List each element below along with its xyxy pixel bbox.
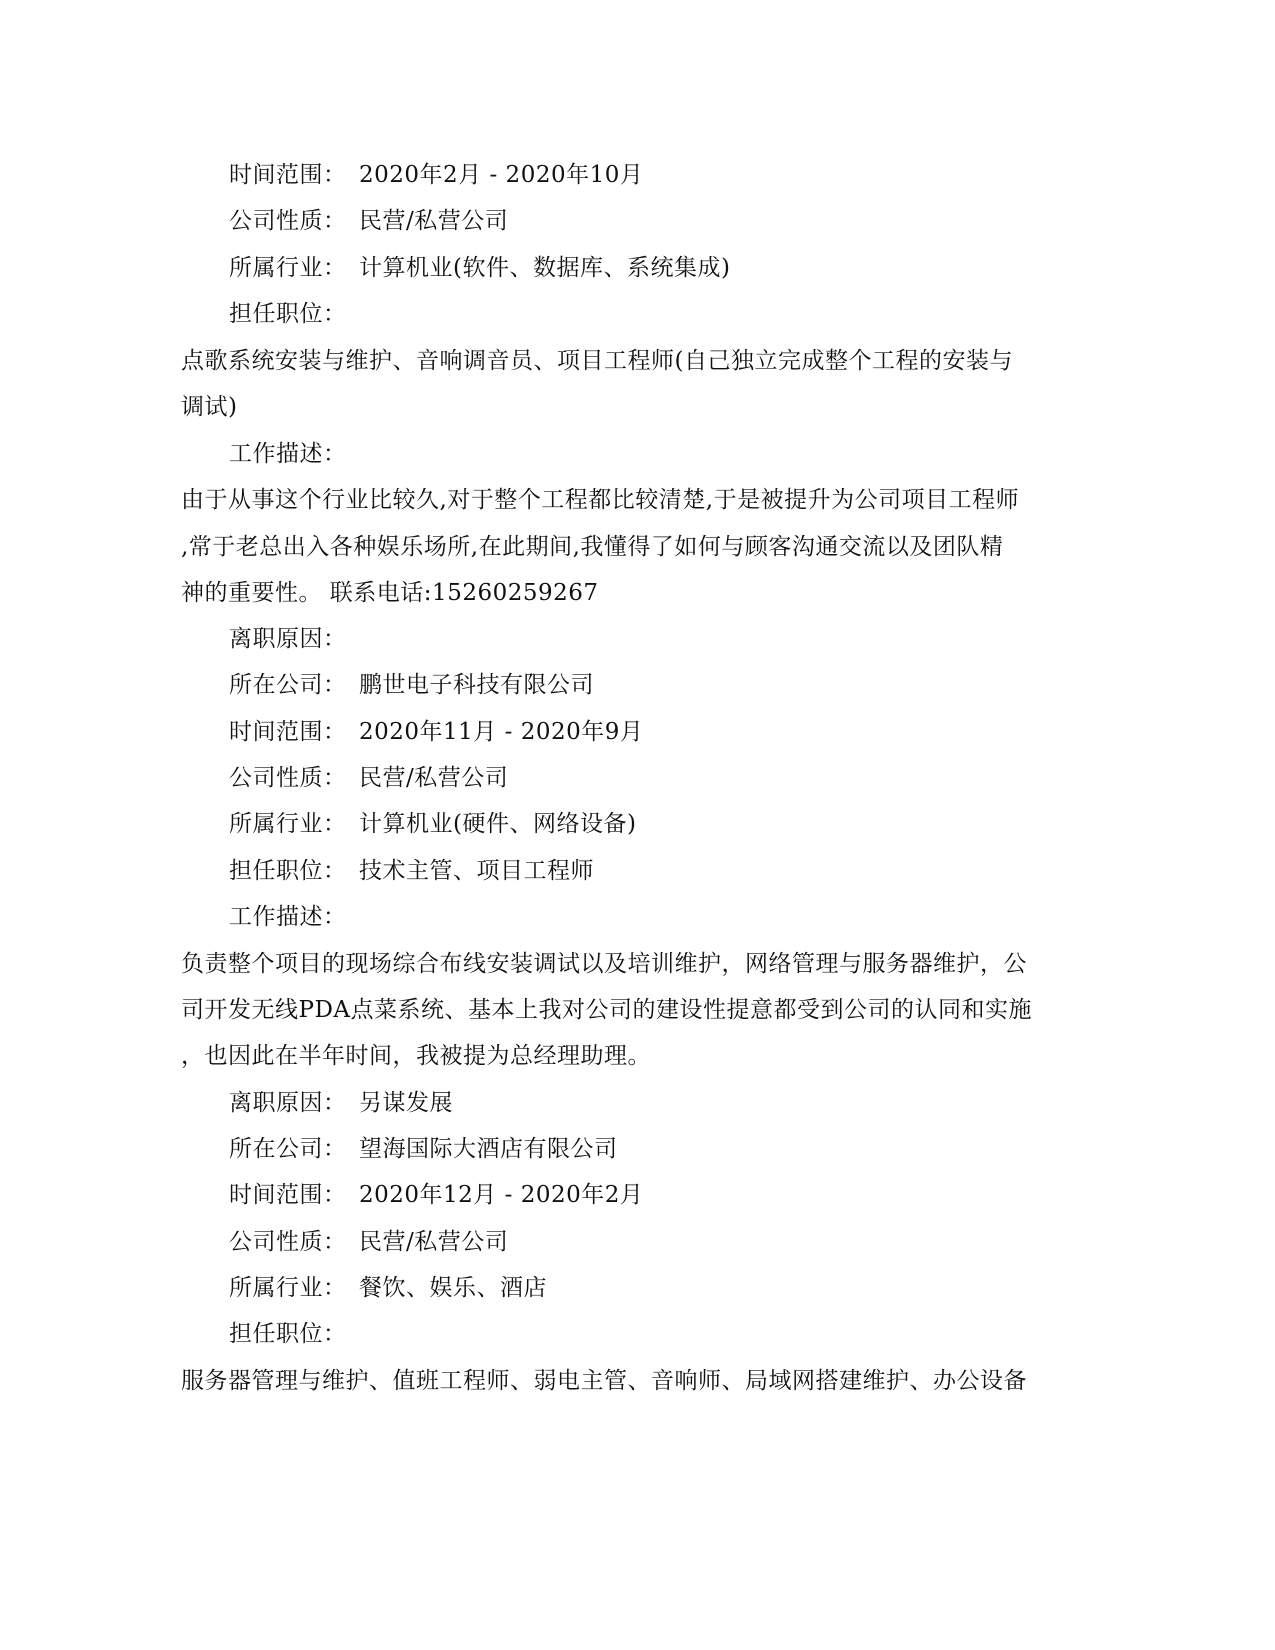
field-label: 担任职位：: [229, 301, 347, 327]
company-line-3: [229, 1129, 1129, 1169]
field-label: 公司性质：: [229, 1229, 347, 1255]
field-value: 民营/私营公司: [359, 1229, 509, 1255]
job-description-line-1: [229, 434, 1129, 474]
field-label: 工作描述：: [229, 904, 347, 930]
field-value: 民营/私营公司: [359, 765, 509, 791]
position-text-2: 调试): [181, 394, 238, 420]
field-label: 所在公司：: [229, 1136, 347, 1162]
time-range-line-2: [229, 712, 1129, 752]
field-label: 担任职位：: [229, 858, 347, 884]
company-type-line-2: [229, 758, 1129, 798]
field-label: 公司性质：: [229, 765, 347, 791]
time-range-line-1: [229, 155, 1129, 195]
position-text-3: 服务器管理与维护、值班工程师、弱电主管、音响师、局域网搭建维护、办公设备: [181, 1368, 1027, 1394]
description-text-4: 负责整个项目的现场综合布线安装调试以及培训维护，网络管理与服务器维护，公: [181, 951, 1027, 977]
company-type-line-3: [229, 1222, 1129, 1262]
field-value: 技术主管、项目工程师: [359, 858, 594, 884]
field-value: 鹏世电子科技有限公司: [359, 672, 594, 698]
field-value: 2020年11月 - 2020年9月: [359, 719, 644, 745]
position-line-2: [229, 851, 1129, 891]
field-value: 望海国际大酒店有限公司: [359, 1136, 618, 1162]
field-label: 所在公司：: [229, 672, 347, 698]
company-line-2: [229, 665, 1129, 705]
company-type-line-1: [229, 201, 1129, 241]
field-label: 工作描述：: [229, 441, 347, 467]
position-line-3: [229, 1314, 1129, 1354]
field-label: 所属行业：: [229, 255, 347, 281]
field-value: 民营/私营公司: [359, 208, 509, 234]
description-text-2: ,常于老总出入各种娱乐场所,在此期间,我懂得了如何与顾客沟通交流以及团队精: [181, 534, 1004, 560]
field-label: 离职原因：: [229, 1090, 347, 1116]
field-value: 餐饮、娱乐、酒店: [359, 1275, 547, 1301]
industry-line-3: [229, 1268, 1129, 1308]
field-value: 计算机业(软件、数据库、系统集成): [359, 255, 731, 281]
field-value: 另谋发展: [359, 1090, 453, 1116]
field-label: 所属行业：: [229, 811, 347, 837]
description-text-1: 由于从事这个行业比较久,对于整个工程都比较清楚,于是被提升为公司项目工程师: [181, 487, 1020, 513]
position-text-1: 点歌系统安装与维护、音响调音员、项目工程师(自己独立完成整个工程的安装与: [181, 348, 1013, 374]
industry-line-2: [229, 804, 1129, 844]
field-value: 2020年2月 - 2020年10月: [359, 162, 644, 188]
position-line-1: [229, 294, 1129, 334]
field-label: 时间范围：: [229, 1182, 347, 1208]
field-label: 担任职位：: [229, 1321, 347, 1347]
time-range-line-3: [229, 1175, 1129, 1215]
description-text-6: ，也因此在半年时间，我被提为总经理助理。: [181, 1043, 651, 1069]
description-text-5: 司开发无线PDA点菜系统、基本上我对公司的建设性提意都受到公司的认同和实施: [181, 997, 1033, 1023]
field-label: 所属行业：: [229, 1275, 347, 1301]
leave-reason-line-2: [229, 1083, 1129, 1123]
field-label: 时间范围：: [229, 719, 347, 745]
job-description-line-2: [229, 897, 1129, 937]
field-label: 时间范围：: [229, 162, 347, 188]
field-value: 2020年12月 - 2020年2月: [359, 1182, 644, 1208]
description-text-3: 神的重要性。 联系电话:15260259267: [181, 580, 599, 606]
field-value: 计算机业(硬件、网络设备): [359, 811, 637, 837]
leave-reason-line-1: [229, 619, 1129, 659]
field-label: 离职原因：: [229, 626, 347, 652]
field-label: 公司性质：: [229, 208, 347, 234]
industry-line-1: [229, 248, 1129, 288]
